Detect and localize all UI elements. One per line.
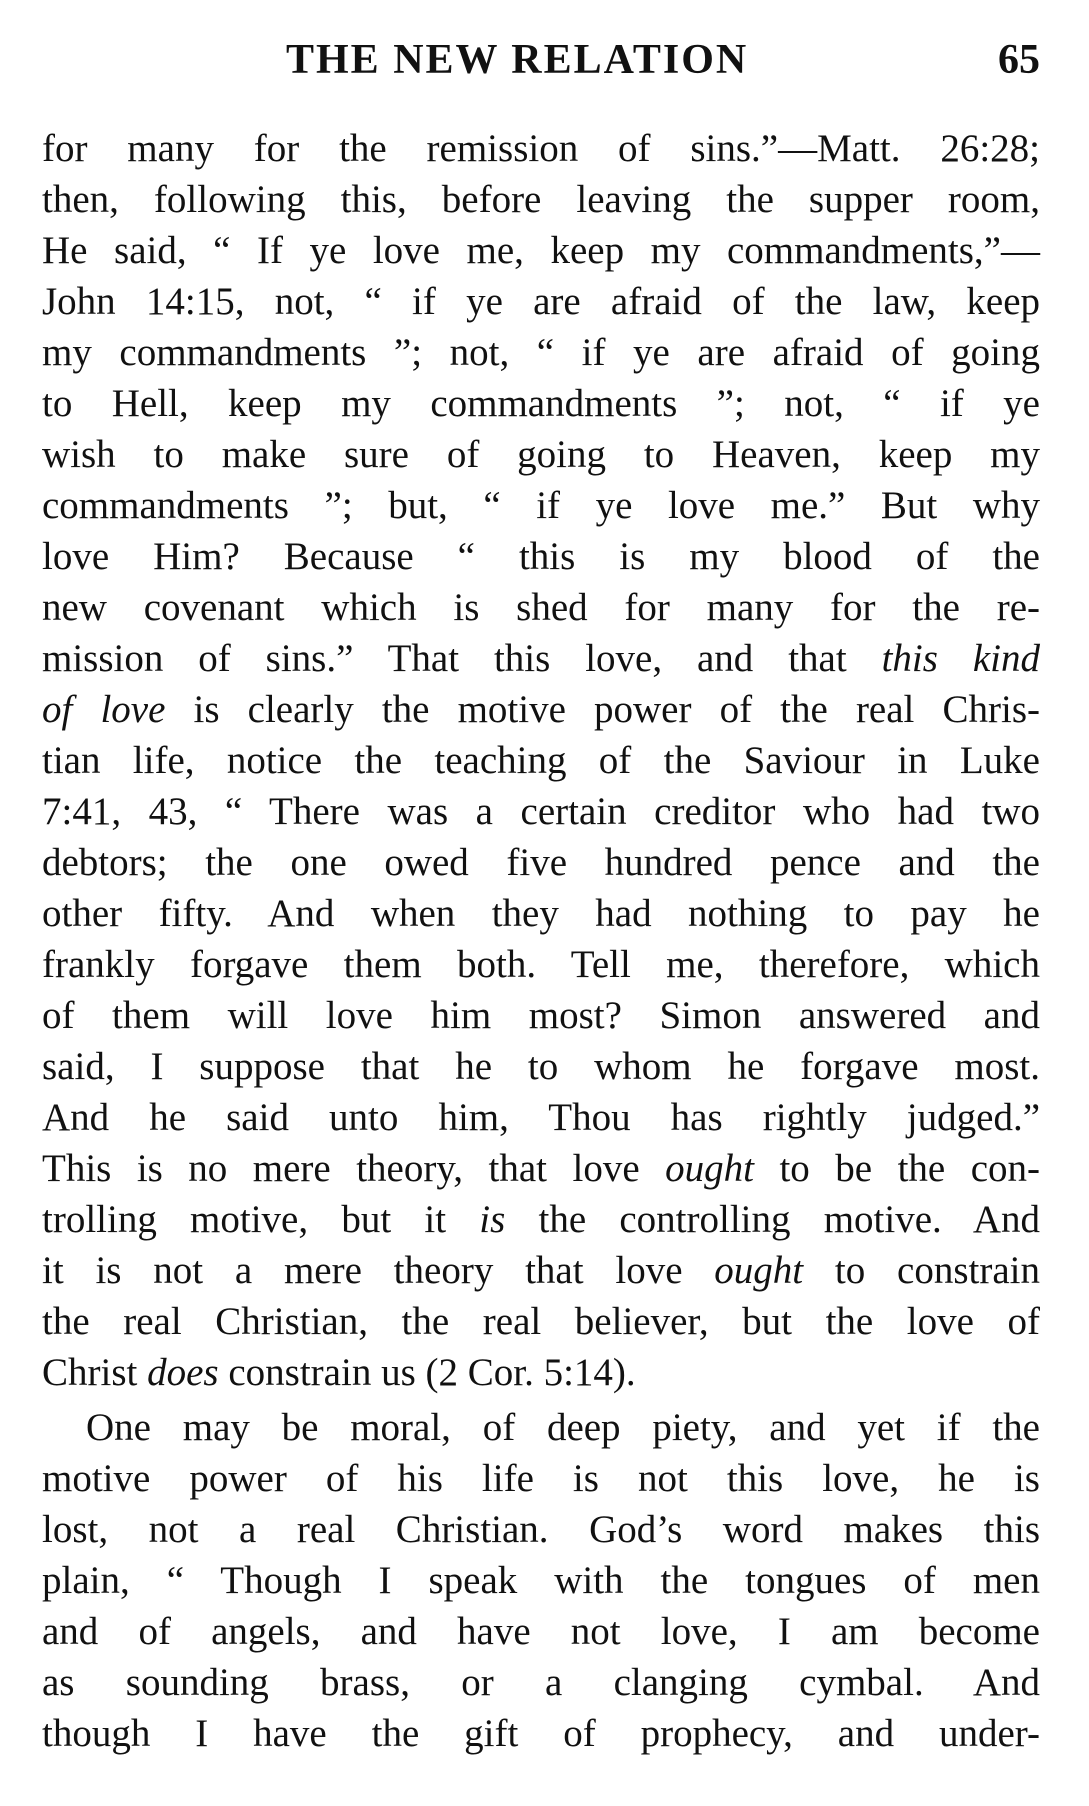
text-line: frankly forgave them both. Tell me, therefore, which (42, 943, 1040, 986)
text-line: to Hell, keep my commandments ”; not, “ if ye (42, 382, 1040, 425)
paragraph-2 (42, 1402, 1040, 1759)
running-head (42, 0, 1040, 120)
text-line: other fifty. And when they had nothing to pay he (42, 892, 1040, 935)
emphasis: of love (42, 688, 166, 731)
text-line: This is no mere theory, that love ought to be the con- (42, 1147, 1040, 1190)
text-line: One may be moral, of deep piety, and yet if the (86, 1406, 1040, 1449)
emphasis: ought (714, 1249, 804, 1292)
book-page (42, 0, 1040, 1755)
text-line: then, following this, before leaving the supper room, (42, 178, 1040, 221)
emphasis: this kind (881, 637, 1040, 680)
text-line: though I have the gift of prophecy, and under- (42, 1712, 1040, 1755)
text-line: as sounding brass, or a clanging cymbal. And (42, 1661, 1040, 1704)
text-line: of them will love him most? Simon answered and (42, 994, 1040, 1037)
text-line: tian life, notice the teaching of the Saviour in Luke (42, 739, 1040, 782)
text-line: mission of sins.” That this love, and that this kind (42, 637, 1040, 680)
text-line: lost, not a real Christian. God’s word makes this (42, 1508, 1040, 1551)
emphasis: ought (665, 1147, 754, 1190)
text-line: plain, “ Though I speak with the tongues of men (42, 1559, 1040, 1602)
text-line: commandments ”; but, “ if ye love me.” But why (42, 484, 1040, 527)
text-line: it is not a mere theory that love ought to constrain (42, 1249, 1040, 1292)
text-line: And he said unto him, Thou has rightly judged.” (42, 1096, 1040, 1139)
text-line: debtors; the one owed five hundred pence and the (42, 841, 1040, 884)
text-line: new covenant which is shed for many for the re- (42, 586, 1040, 629)
body-text (42, 123, 1040, 1759)
text-line: He said, “ If ye love me, keep my commandments,”— (42, 229, 1040, 272)
text-line: said, I suppose that he to whom he forgave most. (42, 1045, 1040, 1088)
text-line: 7:41, 43, “ There was a certain creditor who had two (42, 790, 1040, 833)
text-line: of love is clearly the motive power of the real Chris- (42, 688, 1040, 731)
text-line: the real Christian, the real believer, but the love of (42, 1300, 1040, 1343)
text-line: my commandments ”; not, “ if ye are afraid of going (42, 331, 1040, 374)
text-line: trolling motive, but it is the controlling motive. And (42, 1198, 1040, 1241)
emphasis: does (147, 1351, 219, 1394)
text-line: John 14:15, not, “ if ye are afraid of the law, keep (42, 280, 1040, 323)
text-line: wish to make sure of going to Heaven, keep my (42, 433, 1040, 476)
text-line: Christ does constrain us (2 Cor. 5:14). (42, 1351, 636, 1394)
text-line: motive power of his life is not this love, he is (42, 1457, 1040, 1500)
text-line: for many for the remission of sins.”—Matt. 26:28; (42, 127, 1040, 170)
text-line: and of angels, and have not love, I am become (42, 1610, 1040, 1653)
paragraph-1 (42, 123, 1040, 1398)
page-number: 65 (998, 37, 1040, 83)
emphasis: is (479, 1198, 506, 1241)
running-title: THE NEW RELATION (286, 37, 749, 83)
text-line: love Him? Because “ this is my blood of the (42, 535, 1040, 578)
